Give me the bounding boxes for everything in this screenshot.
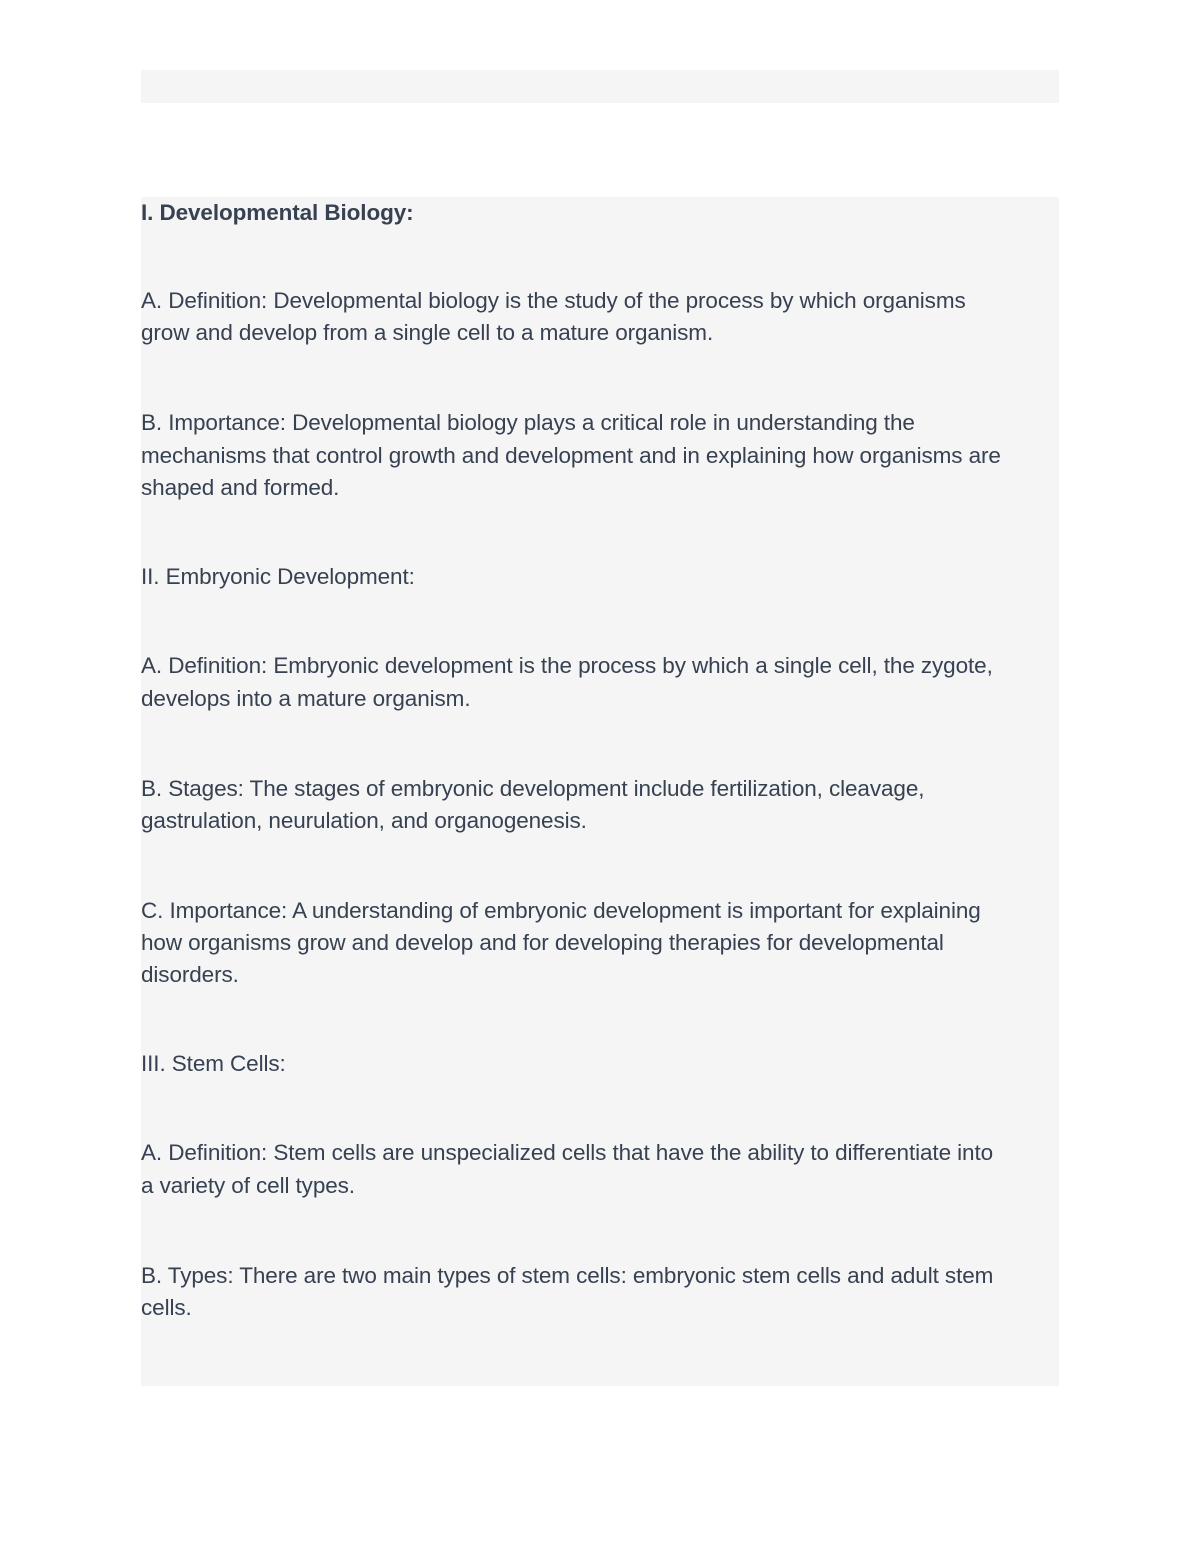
paragraph-line: A. Definition: Stem cells are unspecialized cells that have the ability to differentiate into: [141, 1140, 994, 1165]
paragraph-line: B. Stages: The stages of embryonic development include fertilization, cleavage,: [141, 776, 925, 801]
paragraph-line: grow and develop from a single cell to a mature organism.: [141, 320, 714, 345]
paragraph-line: A. Definition: Developmental biology is the study of the process by which organisms: [141, 288, 966, 313]
paragraph-line: a variety of cell types.: [141, 1173, 355, 1198]
paragraph-line: gastrulation, neurulation, and organogenesis.: [141, 808, 587, 833]
paragraph-line: A. Definition: Embryonic development is the process by which a single cell, the zygote,: [141, 653, 993, 678]
paragraph-line: shaped and formed.: [141, 475, 340, 500]
paragraph-line: disorders.: [141, 962, 239, 987]
paragraph-line: develops into a mature organism.: [141, 686, 471, 711]
document-content: [141, 197, 1059, 1386]
top-header-bar: [141, 70, 1059, 103]
section-heading: II. Embryonic Development:: [141, 564, 415, 589]
paragraph-line: cells.: [141, 1295, 192, 1320]
paragraph-line: how organisms grow and develop and for developing therapies for developmental: [141, 930, 944, 955]
paragraph-line: C. Importance: A understanding of embryonic development is important for explaining: [141, 898, 981, 923]
section-heading: III. Stem Cells:: [141, 1051, 286, 1076]
paragraph-line: B. Importance: Developmental biology plays a critical role in understanding the: [141, 410, 915, 435]
paragraph-line: mechanisms that control growth and development and in explaining how organisms are: [141, 443, 1001, 468]
paragraph-line: B. Types: There are two main types of stem cells: embryonic stem cells and adult stem: [141, 1263, 994, 1288]
section-heading: I. Developmental Biology:: [141, 200, 414, 225]
